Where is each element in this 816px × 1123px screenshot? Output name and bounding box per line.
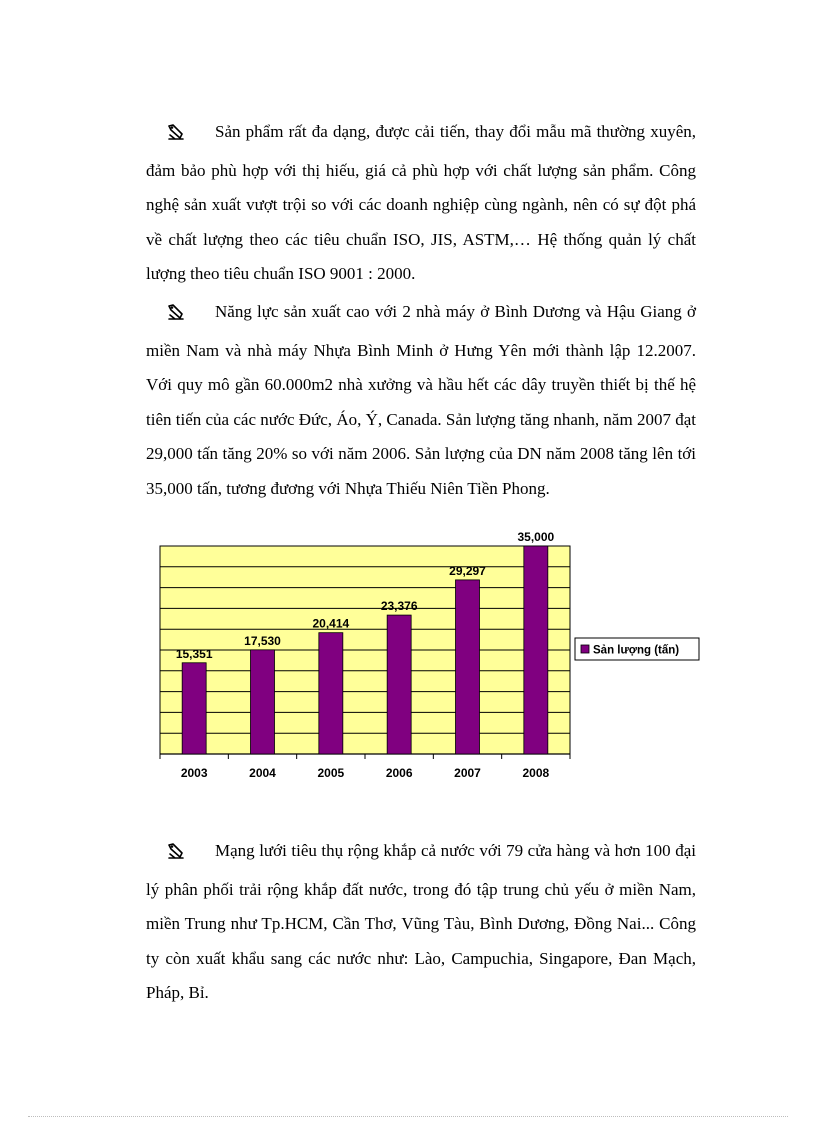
paragraph-products-text: Sản phẩm rất đa dạng, được cải tiến, thay đổi mẫu mã thường xuyên, đảm bảo phù hợp với thị hiếu, giá cả phù hợp với chất lượng sản phẩm. Công nghệ sản xuất vượt trội so với các doanh nghiệp cùng ngành, nên có sự đột phá về chất lượng theo các tiêu chuẩn ISO, JIS, ASTM,… Hệ thống quản lý chất lượng theo tiêu chuẩn ISO 9001 : 2000.	[146, 122, 696, 283]
pen-bullet-icon	[167, 119, 193, 154]
page-footer-divider	[28, 1116, 788, 1117]
bar-2008	[524, 546, 548, 754]
x-tick-label-2005: 2005	[317, 766, 345, 780]
bar-2005	[319, 633, 343, 754]
paragraph-products	[146, 115, 696, 292]
x-tick-label-2008: 2008	[522, 766, 550, 780]
pen-bullet-icon	[167, 299, 193, 334]
data-label-2006: 23,376	[380, 599, 418, 614]
legend-label: Sản lượng (tấn)	[593, 644, 680, 657]
bar-2007	[456, 580, 480, 754]
paragraph-capacity	[146, 295, 696, 506]
x-tick-label-2004: 2004	[249, 766, 276, 780]
bar-2006	[387, 615, 411, 754]
bar-2003	[182, 663, 206, 754]
x-tick-label-2006: 2006	[385, 766, 413, 780]
legend-swatch	[581, 645, 589, 653]
data-label-2007: 29,297	[449, 563, 486, 578]
x-tick-label-2007: 2007	[454, 766, 481, 780]
production-bar-chart	[150, 530, 710, 790]
paragraph-capacity-text: Năng lực sản xuất cao với 2 nhà máy ở Bình Dương và Hậu Giang ở miền Nam và nhà máy Nhựa Bình Minh ở Hưng Yên mới thành lập 12.2007. Với quy mô gần 60.000m2 nhà xưởng và hầu hết các dây truyền thiết bị thế hệ tiên tiến của các nước Đức, Áo, Ý, Canada. Sản lượng tăng nhanh, năm 2007 đạt 29,000 tấn tăng 20% so với năm 2006. Sản lượng của DN năm 2008 tăng lên tới 35,000 tấn, tương đương với Nhựa Thiếu Niên Tiền Phong.	[146, 302, 696, 498]
pen-bullet-icon	[167, 838, 193, 873]
paragraph-distribution	[146, 834, 696, 1011]
data-label-2004: 17,530	[244, 633, 281, 648]
paragraph-distribution-text: Mạng lưới tiêu thụ rộng khắp cả nước với 79 cửa hàng và hơn 100 đại lý phân phối trải rộng khắp đất nước, trong đó tập trung chủ yếu ở miền Nam, miền Trung như Tp.HCM, Cần Thơ, Vũng Tàu, Bình Dương, Đồng Nai... Công ty còn xuất khẩu sang các nước như: Lào, Campuchia, Singapore, Đan Mạch, Pháp, Bỉ.	[146, 841, 696, 1002]
data-label-2003: 15,351	[175, 646, 213, 661]
data-label-2005: 20,414	[312, 616, 350, 631]
bar-2004	[251, 650, 275, 754]
x-tick-label-2003: 2003	[180, 766, 208, 780]
data-label-2008: 35,000	[517, 530, 555, 544]
